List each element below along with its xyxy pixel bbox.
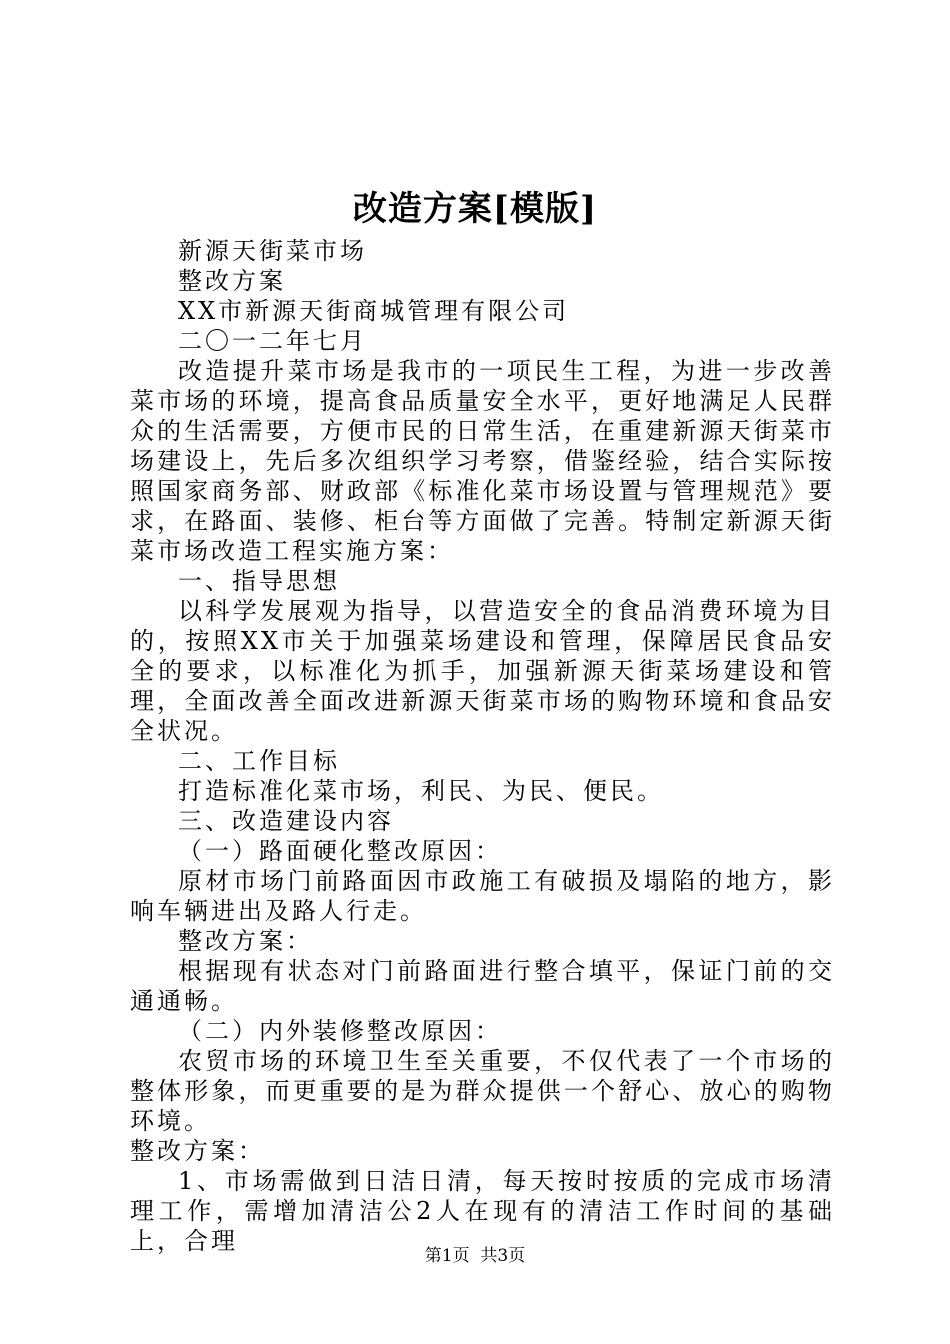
subsection-heading: （二）内外装修整改原因： (178, 1017, 502, 1045)
paragraph: 以科学发展观为指导，以营造安全的食品消费环境为目的，按照XX市关于加强菜场建设和管理，保障居民食品安全的要求，以标准化为抓手，加强新源天街菜场建设和管理，全面改善全面改进新源天街菜市场的购物环境和食品安全状况。 (130, 597, 835, 745)
paragraph: 整改方案： (178, 927, 313, 955)
document-title: 改造方案[模版] (352, 189, 598, 229)
paragraph: 农贸市场的环境卫生至关重要，不仅代表了一个市场的整体形象，而更重要的是为群众提供一个舒心、放心的购物环境。 (130, 1047, 835, 1135)
section-heading: 一、指导思想 (178, 567, 340, 595)
paragraph: 1、市场需做到日洁日清，每天按时按质的完成市场清理工作，需增加清洁公2人在现有的清洁工作时间的基础上，合理 (130, 1167, 835, 1255)
document-body (130, 236, 835, 1256)
paragraph: 整改方案： (130, 1137, 265, 1165)
paragraph: 改造提升菜市场是我市的一项民生工程，为进一步改善菜市场的环境，提高食品质量安全水平，更好地满足人民群众的生活需要，方便市民的日常生活，在重建新源天街菜市场建设上，先后多次组织学习考察，借鉴经验，结合实际按照国家商务部、财政部《标准化菜市场设置与管理规范》要求，在路面、装修、柜台等方面做了完善。特制定新源天街菜市场改造工程实施方案： (130, 357, 835, 565)
page-number: 第1页 共3页 (424, 1246, 526, 1266)
paragraph: 整改方案 (178, 267, 286, 295)
section-heading: 三、改造建设内容 (178, 807, 394, 835)
page-footer (0, 1244, 950, 1268)
paragraph: 原材市场门前路面因市政施工有破损及塌陷的地方，影响车辆进出及路人行走。 (130, 867, 835, 925)
subsection-heading: （一）路面硬化整改原因： (178, 837, 502, 865)
section-heading: 二、工作目标 (178, 747, 340, 775)
paragraph: XX市新源天街商城管理有限公司 (178, 297, 570, 325)
paragraph: 打造标准化菜市场，利民、为民、便民。 (178, 777, 664, 805)
paragraph: 新源天街菜市场 (178, 237, 367, 265)
paragraph: 二〇一二年七月 (178, 327, 367, 355)
paragraph: 根据现有状态对门前路面进行整合填平，保证门前的交通通畅。 (130, 957, 835, 1015)
